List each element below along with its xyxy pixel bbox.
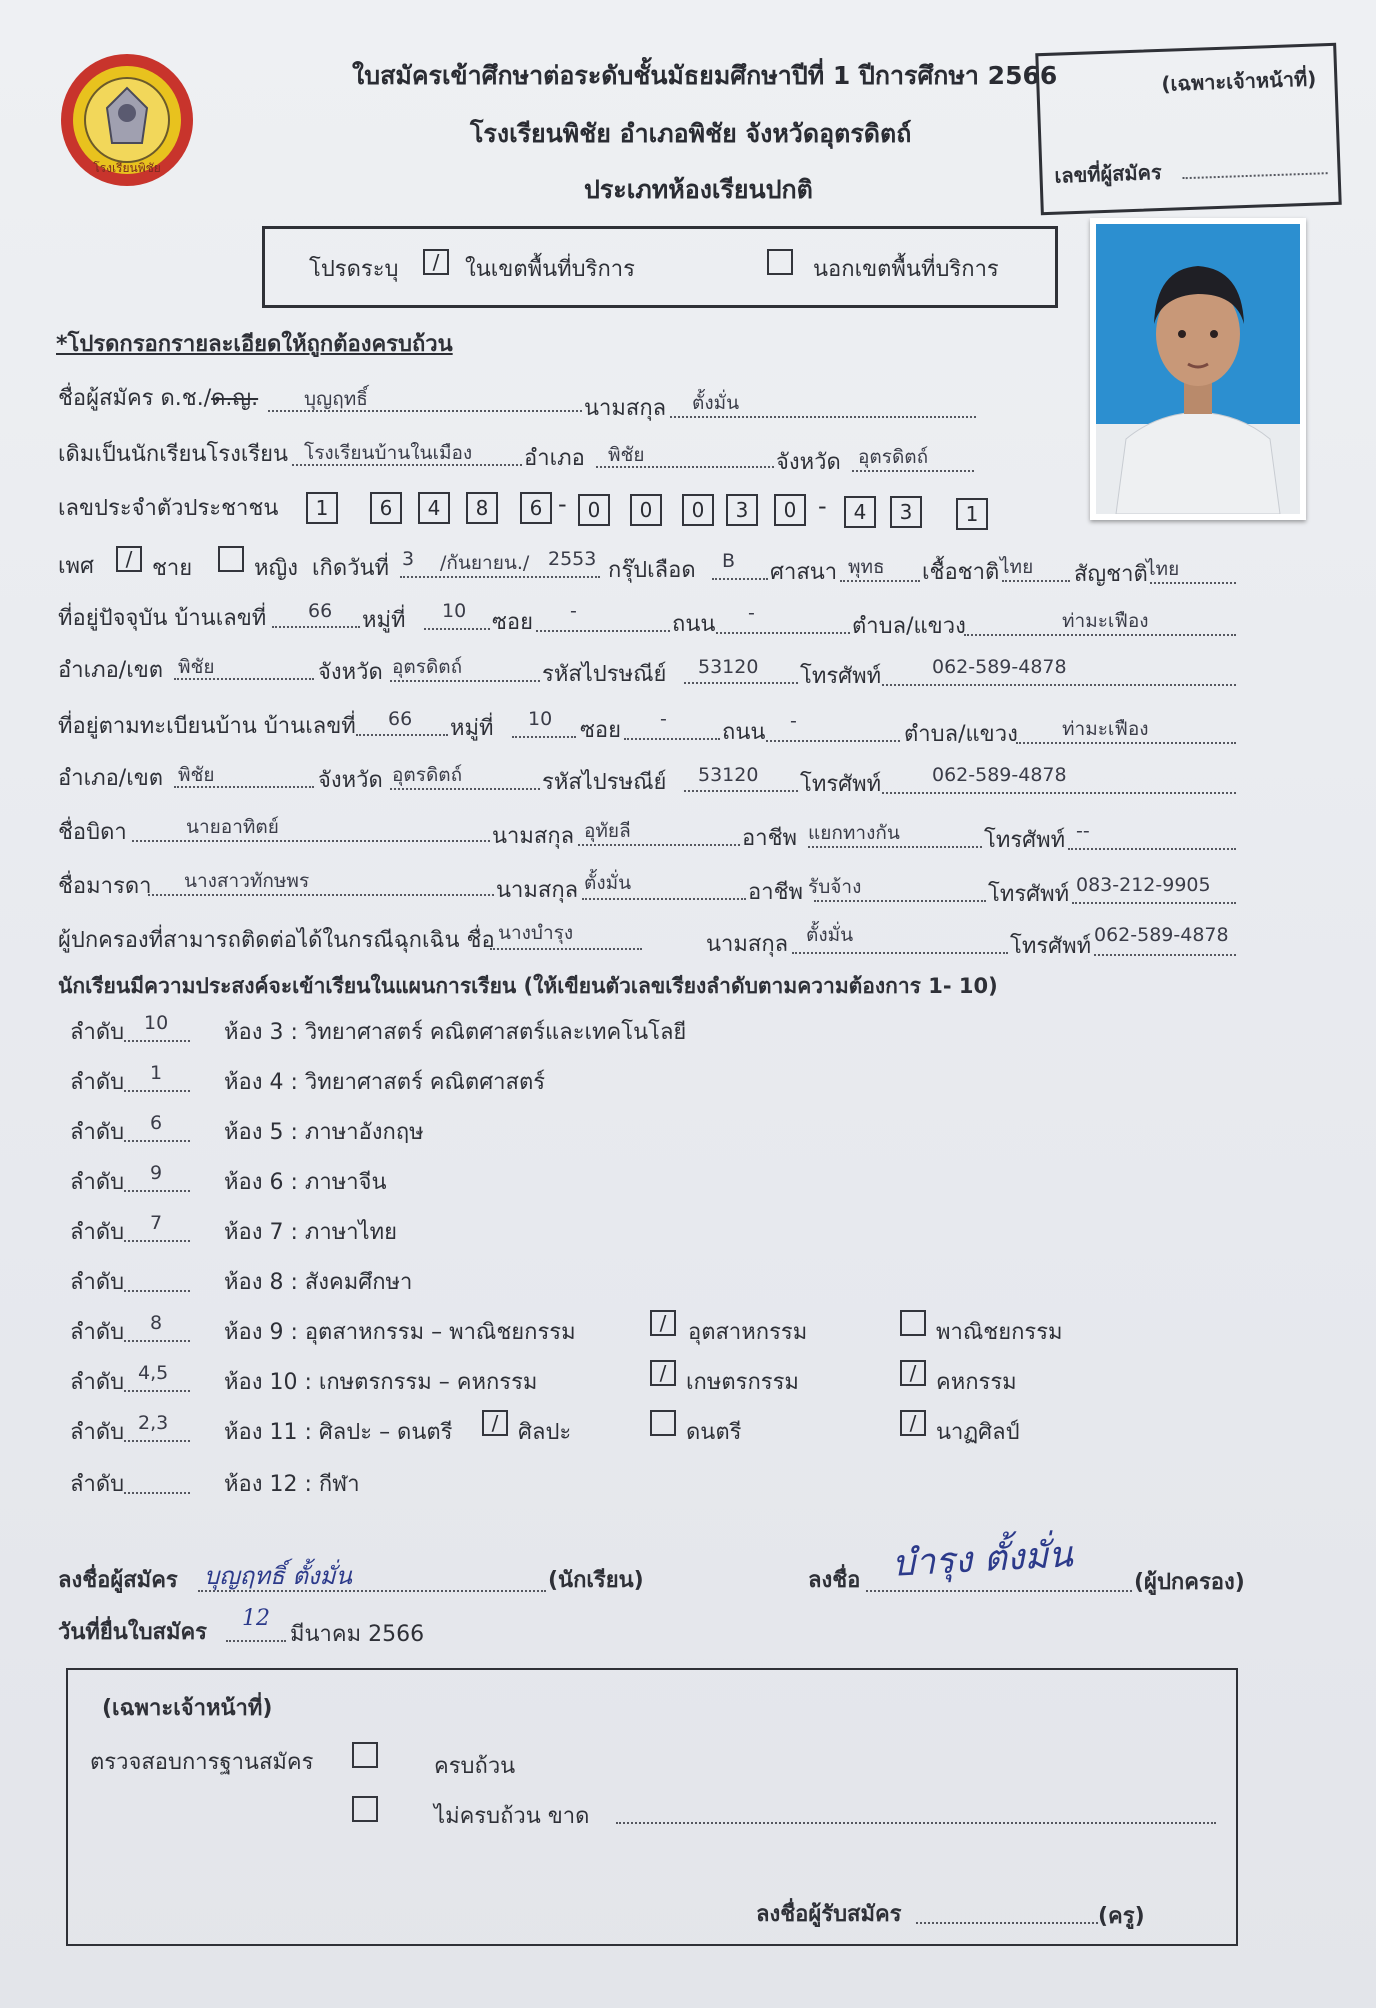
name-label-prefix: ชื่อผู้สมัคร ด.ช./ [58, 386, 212, 411]
reg-soi-line [624, 738, 720, 740]
prev-district-label: อำเภอ [524, 446, 585, 471]
in-area-checkbox[interactable]: / [423, 249, 449, 275]
reg-soi-value[interactable]: - [660, 708, 667, 730]
cur-house-line [272, 626, 360, 628]
order-label: ลำดับ [70, 1220, 125, 1245]
mother-job-label: อาชีพ [748, 880, 803, 905]
photo-image [1096, 224, 1300, 514]
order-label: ลำดับ [70, 1320, 125, 1345]
cur-house-value[interactable]: 66 [308, 600, 333, 622]
cur-district-label: อำเภอ/เขต [58, 658, 164, 683]
incomplete-label: ไม่ครบถ้วน ขาด [434, 1804, 590, 1829]
receiver-tag: (ครู) [1098, 1904, 1145, 1929]
office-section-box [66, 1668, 1238, 1946]
program-row [70, 1014, 124, 1049]
guardian-surname-value[interactable]: ตั้งมั่น [806, 924, 854, 946]
rank-value[interactable]: 10 [144, 1012, 169, 1034]
rank-value[interactable]: 2,3 [138, 1412, 169, 1434]
id-digit-12[interactable]: 3 [890, 496, 922, 528]
name-label-struck: ด.ญ. [211, 386, 259, 411]
birth-label: เกิดวันที่ [312, 556, 390, 581]
id-digit-2[interactable]: 6 [370, 492, 402, 524]
prev-school-value[interactable]: โรงเรียนบ้านในเมือง [304, 442, 473, 464]
program-row [70, 1364, 124, 1399]
gender-label: เพศ [58, 554, 94, 579]
cur-subdistrict-value[interactable]: ท่ามะเฟือง [1062, 610, 1149, 632]
commerce-checkbox[interactable] [900, 1310, 926, 1336]
race-label: เชื้อชาติ [922, 560, 1000, 585]
applicant-no-label: เลขที่ผู้สมัคร [1054, 159, 1163, 188]
blood-line [712, 578, 768, 580]
receiver-label: ลงชื่อผู้รับสมัคร [756, 1902, 902, 1927]
father-phone-line [1068, 848, 1236, 850]
reg-soi-label: ซอย [580, 718, 622, 743]
commerce-label: พาณิชยกรรม [936, 1320, 1063, 1345]
cur-zip-label: รหัสไปรษณีย์ [542, 662, 667, 687]
order-label: ลำดับ [70, 1170, 125, 1195]
industry-label: อุตสาหกรรม [688, 1320, 808, 1345]
nationality-value[interactable]: ไทย [1146, 558, 1180, 580]
rank-line [124, 1090, 190, 1092]
reg-moo-line [512, 736, 576, 738]
cur-zip-value[interactable]: 53120 [698, 656, 759, 678]
incomplete-checkbox[interactable] [352, 1796, 378, 1822]
reg-subdistrict-label: ตำบล/แขวง [904, 722, 1018, 747]
dance-checkbox[interactable]: / [900, 1410, 926, 1436]
industry-checkbox[interactable]: / [650, 1310, 676, 1336]
cur-phone-label: โทรศัพท์ [800, 664, 882, 689]
id-digit-7[interactable]: 0 [630, 494, 662, 526]
room-label: ห้อง 9 : อุตสาหกรรม – พาณิชยกรรม [224, 1320, 576, 1345]
guardian-tag: (ผู้ปกครอง) [1134, 1570, 1245, 1595]
cur-phone-value[interactable]: 062-589-4878 [932, 656, 1067, 678]
birth-day-value[interactable]: 3 [402, 548, 415, 570]
incomplete-line[interactable] [616, 1822, 1216, 1824]
guardian-phone-line [1094, 954, 1236, 956]
program-row [70, 1414, 124, 1449]
check-label: ตรวจสอบการฐานสมัคร [90, 1750, 314, 1775]
music-checkbox[interactable] [650, 1410, 676, 1436]
reg-district-value[interactable]: พิชัย [178, 764, 215, 786]
room-label: ห้อง 12 : กีฬา [224, 1472, 360, 1497]
order-label: ลำดับ [70, 1472, 125, 1497]
reg-road-label: ถนน [722, 720, 766, 745]
reg-zip-value[interactable]: 53120 [698, 764, 759, 786]
cur-soi-line [536, 630, 670, 632]
rank-line [124, 1040, 190, 1042]
submit-date-label: วันที่ยื่นใบสมัคร [58, 1620, 207, 1645]
rank-value[interactable]: 9 [150, 1162, 163, 1184]
rank-value[interactable]: 1 [150, 1062, 163, 1084]
cur-zip-line [684, 682, 798, 684]
male-checkbox[interactable]: / [116, 546, 142, 572]
reg-moo-label: หมู่ที่ [450, 716, 494, 741]
id-digit-11[interactable]: 4 [844, 496, 876, 528]
program-row [70, 1114, 124, 1149]
cur-road-label: ถนน [672, 612, 716, 637]
reg-subdistrict-value[interactable]: ท่ามะเฟือง [1062, 718, 1149, 740]
order-label: ลำดับ [70, 1270, 125, 1295]
id-digit-5[interactable]: 6 [520, 492, 552, 524]
room-label: ห้อง 7 : ภาษาไทย [224, 1220, 398, 1245]
reg-house-line [356, 734, 448, 736]
out-area-label: นอกเขตพื้นที่บริการ [813, 257, 999, 282]
cur-province-value[interactable]: อุตรดิตถ์ [392, 656, 463, 678]
room-label: ห้อง 10 : เกษตรกรรม – คหกรรม [224, 1370, 538, 1395]
female-label: หญิง [254, 556, 298, 581]
guardian-phone-label: โทรศัพท์ [1010, 934, 1092, 959]
prev-province-label: จังหวัด [776, 450, 841, 475]
reg-district-label: อำเภอ/เขต [58, 766, 164, 791]
order-label: ลำดับ [70, 1420, 125, 1445]
mother-surname-value[interactable]: ตั้งมั่น [584, 872, 632, 894]
service-area-box [262, 226, 1058, 308]
mother-phone-label: โทรศัพท์ [988, 882, 1070, 907]
program-row [70, 1314, 124, 1349]
in-area-label: ในเขตพื้นที่บริการ [465, 257, 635, 282]
rank-line [124, 1140, 190, 1142]
guardian-name-value[interactable]: นางบำรุง [498, 922, 574, 944]
male-label: ชาย [152, 556, 193, 581]
reg-zip-label: รหัสไปรษณีย์ [542, 770, 667, 795]
current-address-label: ที่อยู่ปัจจุบัน บ้านเลขที่ [58, 606, 267, 631]
art-checkbox[interactable]: / [482, 1410, 508, 1436]
first-name-value[interactable]: บุญฤทธิ์ [304, 388, 368, 410]
order-label: ลำดับ [70, 1120, 125, 1145]
mother-phone-line [1072, 902, 1236, 904]
guardian-surname-label: นามสกุล [706, 932, 789, 957]
guardian-signature[interactable]: บำรุง ตั้งมั่น [891, 1534, 1074, 1585]
rank-value[interactable]: 7 [150, 1212, 163, 1234]
father-surname-label: นามสกุล [492, 824, 575, 849]
reg-house-value[interactable]: 66 [388, 708, 413, 730]
dance-label: นาฏศิลป์ [936, 1420, 1020, 1445]
rank-line [124, 1440, 190, 1442]
guardian-label: ผู้ปกครองที่สามารถติดต่อได้ในกรณีฉุกเฉิน ชื่อ [58, 928, 495, 953]
program-row [70, 1064, 124, 1099]
id-dash-2: - [818, 492, 827, 520]
father-label: ชื่อบิดา [58, 820, 127, 845]
nationality-label: สัญชาติ [1074, 562, 1148, 587]
cur-phone-line [882, 684, 1236, 686]
cur-moo-line [424, 628, 490, 630]
rank-line [124, 1290, 190, 1292]
mother-name-value[interactable]: นางสาวทักษพร [184, 870, 310, 892]
cur-road-value[interactable]: - [748, 602, 755, 624]
instruction-text: *โปรดกรอกรายละเอียดให้ถูกต้องครบถ้วน [56, 332, 453, 357]
cur-road-line [716, 632, 850, 634]
cur-moo-label: หมู่ที่ [362, 608, 406, 633]
program-heading: นักเรียนมีความประสงค์จะเข้าเรียนในแผนการเรียน (ให้เขียนตัวเลขเรียงลำดับตามความต้องการ 1- 10) [58, 974, 998, 998]
complete-label: ครบถ้วน [434, 1754, 516, 1779]
applicant-signature[interactable]: บุญฤทธิ์ ตั้งมั่น [204, 1562, 352, 1590]
cur-subdistrict-label: ตำบล/แขวง [852, 614, 966, 639]
reg-moo-value[interactable]: 10 [528, 708, 553, 730]
music-label: ดนตรี [686, 1420, 742, 1445]
surname-label: นามสกุล [584, 396, 667, 421]
form-title: ใบสมัครเข้าศึกษาต่อระดับชั้นมัธยมศึกษาปีที่ 1 ปีการศึกษา 2566 [352, 61, 1058, 90]
birth-year-value[interactable]: 2553 [548, 548, 597, 570]
art-label: ศิลปะ [518, 1420, 572, 1445]
out-area-checkbox[interactable] [767, 249, 793, 275]
id-digit-10[interactable]: 0 [774, 494, 806, 526]
student-tag: (นักเรียน) [548, 1568, 644, 1593]
guardian-phone-value[interactable]: 062-589-4878 [1094, 924, 1229, 946]
school-name: โรงเรียนพิชัย อำเภอพิชัย จังหวัดอุตรดิตถ์ [470, 119, 912, 148]
rank-line [124, 1492, 190, 1494]
mother-phone-value[interactable]: 083-212-9905 [1076, 874, 1211, 896]
id-digit-13[interactable]: 1 [956, 498, 988, 530]
program-row [70, 1164, 124, 1199]
blood-value[interactable]: B [722, 550, 736, 572]
applicant-photo [1090, 218, 1306, 520]
cur-moo-value[interactable]: 10 [442, 600, 467, 622]
submit-date-day[interactable]: 12 [242, 1606, 270, 1631]
room-label: ห้อง 6 : ภาษาจีน [224, 1170, 387, 1195]
father-name-value[interactable]: นายอาทิตย์ [186, 816, 279, 838]
applicant-no-line[interactable] [1183, 172, 1328, 179]
guardian-surname-line [792, 952, 1008, 954]
id-digit-9[interactable]: 3 [726, 494, 758, 526]
reg-zip-line [684, 790, 798, 792]
mother-surname-label: นามสกุล [496, 878, 579, 903]
prev-district-value[interactable]: พิชัย [608, 444, 645, 466]
race-value[interactable]: ไทย [1000, 556, 1034, 578]
guardian-name-line [490, 948, 642, 950]
id-digit-3[interactable]: 4 [418, 492, 450, 524]
reg-phone-line [882, 792, 1236, 794]
id-label: เลขประจำตัวประชาชน [58, 496, 279, 521]
id-digit-8[interactable]: 0 [682, 494, 714, 526]
father-job-value[interactable]: แยกทางกัน [808, 822, 900, 844]
reg-road-line [766, 740, 900, 742]
rank-line [124, 1390, 190, 1392]
religion-label: ศาสนา [770, 560, 838, 585]
submit-date-rest: มีนาคม 2566 [290, 1622, 425, 1647]
office-use-label: (เฉพาะเจ้าหน้าที่) [1160, 66, 1317, 96]
school-logo [52, 48, 202, 188]
mother-label: ชื่อมารดา [58, 874, 152, 899]
room-label: ห้อง 3 : วิทยาศาสตร์ คณิตศาสตร์และเทคโนโลยี [224, 1020, 687, 1045]
order-label: ลำดับ [70, 1070, 125, 1095]
logo-text: โรงเรียนพิชัย [93, 161, 161, 175]
receiver-line[interactable] [916, 1922, 1098, 1924]
room-label: ห้อง 8 : สังคมศึกษา [224, 1270, 413, 1295]
rank-line [124, 1240, 190, 1242]
rank-value[interactable]: 6 [150, 1112, 163, 1134]
reg-phone-label: โทรศัพท์ [800, 772, 882, 797]
father-surname-value[interactable]: อุทัยลี [584, 820, 631, 842]
prev-school-label: เดิมเป็นนักเรียนโรงเรียน [58, 442, 289, 467]
complete-checkbox[interactable] [352, 1742, 378, 1768]
room-label: ห้อง 5 : ภาษาอังกฤษ [224, 1120, 424, 1145]
agriculture-checkbox[interactable]: / [650, 1360, 676, 1386]
father-phone-label: โทรศัพท์ [984, 828, 1066, 853]
id-dash-1: - [558, 490, 567, 518]
program-row [70, 1214, 124, 1249]
reg-road-value[interactable]: - [790, 710, 797, 732]
prev-province-value[interactable]: อุตรดิตถ์ [858, 446, 929, 468]
office-use-box [1035, 43, 1341, 215]
rank-line [124, 1190, 190, 1192]
religion-value[interactable]: พุทธ [848, 556, 885, 578]
female-checkbox[interactable] [218, 546, 244, 572]
id-digit-1[interactable]: 1 [306, 492, 338, 524]
surname-value[interactable]: ตั้งมั่น [692, 392, 740, 414]
rank-value[interactable]: 8 [150, 1312, 163, 1334]
reg-phone-value[interactable]: 062-589-4878 [932, 764, 1067, 786]
mother-job-value[interactable]: รับจ้าง [808, 876, 862, 898]
program-row [70, 1264, 124, 1299]
rank-value[interactable]: 4,5 [138, 1362, 169, 1384]
father-phone-value[interactable]: -- [1076, 820, 1090, 842]
form-type: ประเภทห้องเรียนปกติ [584, 175, 813, 204]
blood-label: กรุ๊ปเลือด [608, 558, 696, 583]
birth-month-value[interactable]: /กันยายน./ [440, 552, 530, 574]
order-label: ลำดับ [70, 1020, 125, 1045]
order-label: ลำดับ [70, 1370, 125, 1395]
room-label: ห้อง 4 : วิทยาศาสตร์ คณิตศาสตร์ [224, 1070, 546, 1095]
office-section-label: (เฉพาะเจ้าหน้าที่) [102, 1696, 273, 1721]
cur-soi-value[interactable]: - [570, 600, 577, 622]
reg-province-value[interactable]: อุตรดิตถ์ [392, 764, 463, 786]
cur-soi-label: ซอย [492, 610, 534, 635]
id-digit-4[interactable]: 8 [466, 492, 498, 524]
program-row [70, 1466, 124, 1501]
mother-surname-line [582, 898, 746, 900]
name-label [58, 380, 258, 415]
agriculture-label: เกษตรกรรม [686, 1370, 799, 1395]
rank-line [124, 1340, 190, 1342]
father-job-label: อาชีพ [742, 826, 797, 851]
registered-address-label: ที่อยู่ตามทะเบียนบ้าน บ้านเลขที่ [58, 714, 356, 739]
home-econ-checkbox[interactable]: / [900, 1360, 926, 1386]
submit-date-line [226, 1640, 286, 1642]
cur-province-label: จังหวัด [318, 660, 383, 685]
home-econ-label: คหกรรม [936, 1370, 1017, 1395]
service-area-prompt: โปรดระบุ [309, 257, 399, 282]
room-label: ห้อง 11 : ศิลปะ – ดนตรี [224, 1420, 453, 1445]
guardian-sign-label: ลงชื่อ [808, 1568, 861, 1593]
reg-province-label: จังหวัด [318, 768, 383, 793]
id-digit-6[interactable]: 0 [578, 494, 610, 526]
cur-district-value[interactable]: พิชัย [178, 656, 215, 678]
applicant-sign-label: ลงชื่อผู้สมัคร [58, 1568, 178, 1593]
